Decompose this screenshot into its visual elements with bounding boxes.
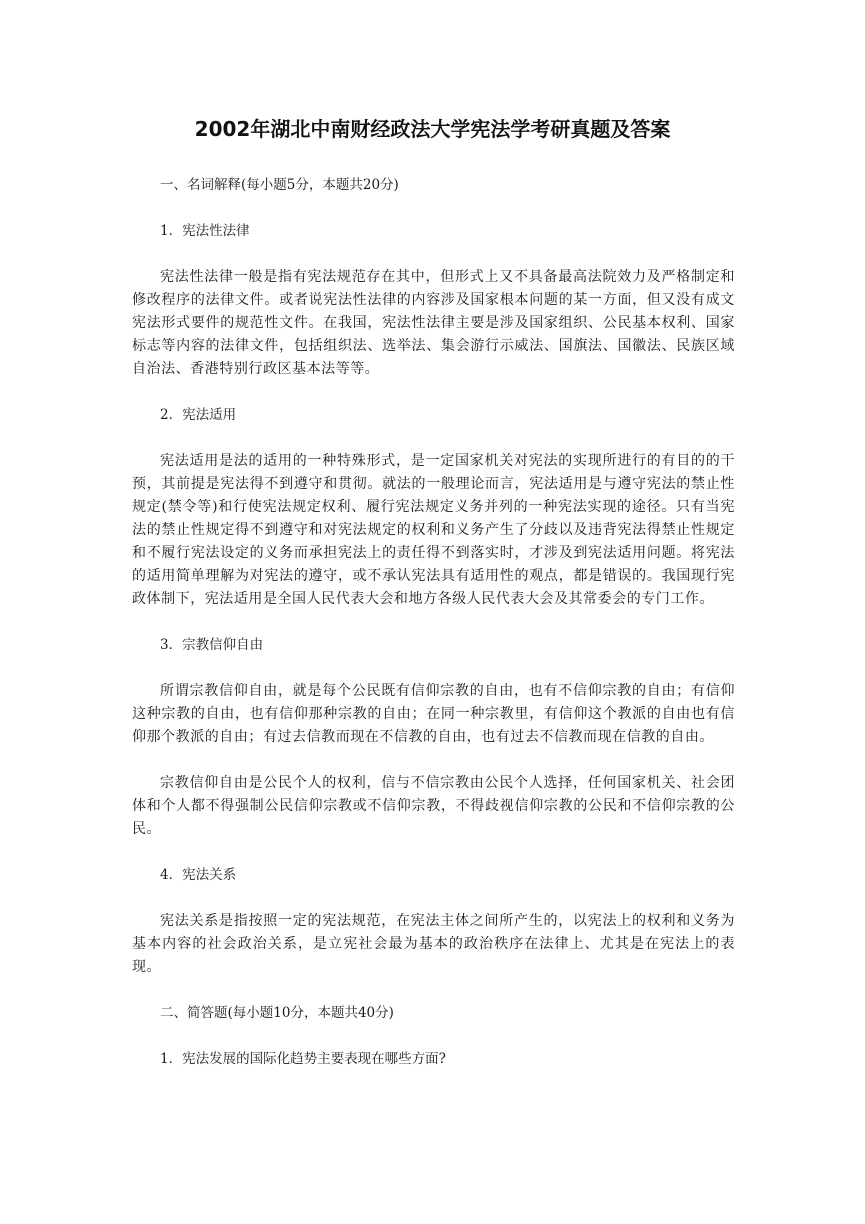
- document-body: [132, 174, 735, 1094]
- item-heading-constitutional-law: 1．宪法性法律: [160, 223, 250, 239]
- document-title: 2002年湖北中南财经政法大学宪法学考研真题及答案: [194, 117, 671, 141]
- item-heading-internationalization: 1．宪法发展的国际化趋势主要表现在哪些方面?: [160, 1051, 446, 1067]
- item-heading-religious-freedom: 3．宗教信仰自由: [160, 637, 264, 653]
- paragraph: 所谓宗教信仰自由，就是每个公民既有信仰宗教的自由，也有不信仰宗教的自由；有信仰这种宗教的自由，也有信仰那种宗教的自由；在同一种宗教里，有信仰这个教派的自由也有信仰那个教派的自由；有过去信教而现在不信教的自由，也有过去不信教而现在信教的自由。: [132, 683, 735, 745]
- paragraph: 宪法适用是法的适用的一种特殊形式，是一定国家机关对宪法的实现所进行的有目的的干预，其前提是宪法得不到遵守和贯彻。就法的一般理论而言，宪法适用是与遵守宪法的禁止性规定(禁令等)和行使宪法规定权利、履行宪法规定义务并列的一种宪法实现的途径。只有当宪法的禁止性规定得不到遵守和对宪法规定的权利和义务产生了分歧以及违背宪法得禁止性规定和不履行宪法设定的义务而承担宪法上的责任得不到落实时，才涉及到宪法适用问题。将宪法的适用简单理解为对宪法的遵守，或不承认宪法具有适用性的观点，都是错误的。我国现行宪政体制下，宪法适用是全国人民代表大会和地方各级人民代表大会及其常委会的专门工作。: [132, 453, 735, 607]
- item-heading-constitutional-relation: 4．宪法关系: [160, 867, 237, 883]
- section-heading-1: 一、名词解释(每小题5分，本题共20分): [160, 177, 399, 193]
- paragraph: 宗教信仰自由是公民个人的权利，信与不信宗教由公民个人选择，任何国家机关、社会团体和个人都不得强制公民信仰宗教或不信仰宗教，不得歧视信仰宗教的公民和不信仰宗教的公民。: [132, 775, 735, 837]
- section-heading-2: 二、简答题(每小题10分，本题共40分): [160, 1005, 394, 1021]
- paragraph: 宪法性法律一般是指有宪法规范存在其中，但形式上又不具备最高法院效力及严格制定和修改程序的法律文件。或者说宪法性法律的内容涉及国家根本问题的某一方面，但又没有成文宪法形式要件的规范性文件。在我国，宪法性法律主要是涉及国家组织、公民基本权利、国家标志等内容的法律文件，包括组织法、选举法、集会游行示威法、国旗法、国徽法、民族区域自治法、香港特别行政区基本法等等。: [132, 269, 735, 377]
- paragraph: 宪法关系是指按照一定的宪法规范，在宪法主体之间所产生的，以宪法上的权利和义务为基本内容的社会政治关系，是立宪社会最为基本的政治秩序在法律上、尤其是在宪法上的表现。: [132, 913, 735, 975]
- item-heading-constitution-application: 2．宪法适用: [160, 407, 237, 423]
